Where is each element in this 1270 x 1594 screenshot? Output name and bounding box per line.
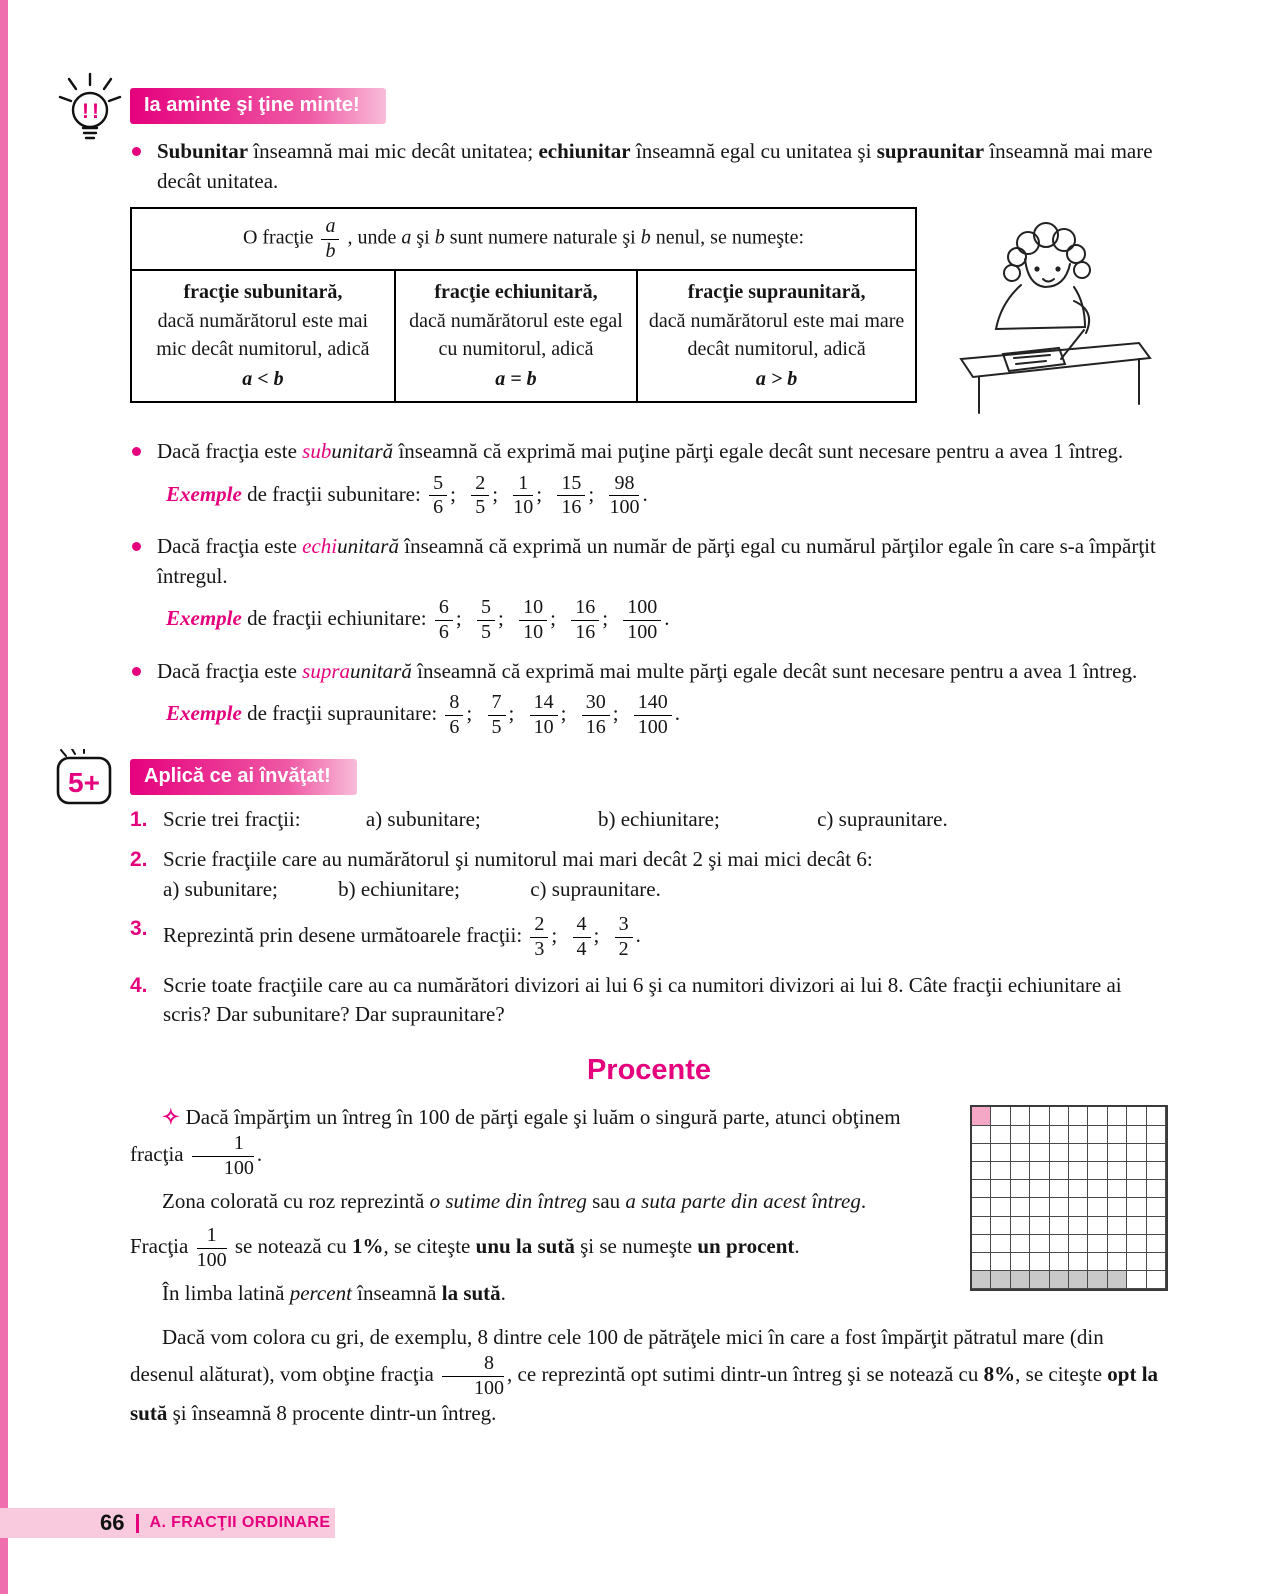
grid-cell	[1147, 1253, 1166, 1271]
procente-title: Procente	[586, 1054, 712, 1087]
grid-cell	[1127, 1180, 1146, 1198]
fraction-8-100: $\frac{8}{100}$	[442, 1353, 504, 1399]
grid-cell	[1127, 1162, 1146, 1180]
echiunitare-fraction-list: $\frac{6}{6}$ ; $\frac{5}{5}$ ; $\frac{10}{10}$ ; $\frac{16}{16}$ ; $\frac{100}{100}$ .	[432, 606, 677, 630]
grid-cell	[991, 1162, 1010, 1180]
grid-cell	[1127, 1107, 1146, 1125]
fraction: $\frac{5}{6}$	[429, 473, 447, 519]
grid-cell	[1108, 1217, 1127, 1235]
grid-cell	[972, 1126, 991, 1144]
highlight-echi: echi	[302, 533, 338, 558]
grid-cell	[1011, 1180, 1030, 1198]
grid-cell	[1069, 1180, 1088, 1198]
fraction: $\frac{8}{6}$	[445, 692, 463, 738]
grid-cell	[1147, 1180, 1166, 1198]
exercise-3: 3. Reprezintă prin desene următoarele fracţii: $\frac{2}{3}$ ; $\frac{4}{4}$ ; $\frac{3}{2}$ .	[130, 914, 1168, 960]
cell-fractie-subunitara: fracţie subunitară, dacă numărătorul este mai mic decât numitorul, adică a < b	[131, 270, 395, 402]
procente-paragraph-4: În limba latină percent înseamnă la sută.	[162, 1281, 506, 1306]
grid-cell	[972, 1180, 991, 1198]
grid-cell	[1030, 1126, 1049, 1144]
grid-cell	[972, 1253, 991, 1271]
fraction: $\frac{2}{5}$	[471, 473, 489, 519]
grid-cell	[1108, 1198, 1127, 1216]
fraction: $\frac{3}{2}$	[615, 914, 633, 960]
grid-cell	[1011, 1235, 1030, 1253]
grid-cell	[1108, 1126, 1127, 1144]
page-number: 66	[100, 1510, 125, 1535]
apply-badge: Aplică ce ai învăţat!	[130, 759, 357, 795]
grid-cell	[1030, 1217, 1049, 1235]
grid-cell	[1030, 1198, 1049, 1216]
term-subunitar: Subunitar	[157, 139, 249, 164]
grid-cell	[1030, 1253, 1049, 1271]
examples-subunitare: Exemple de fracţii subunitare: $\frac{5}{6}$ ; $\frac{2}{5}$ ; $\frac{1}{10}$ ; $\frac{15}{16}$ ; $\frac{98}{100}$ .	[166, 473, 1168, 519]
chapter-label: A. FRACŢII ORDINARE	[149, 1514, 331, 1531]
exemple-label: Exemple	[166, 606, 242, 631]
cell-fractie-echiunitara: fracţie echiunitară, dacă numărătorul este egal cu numitorul, adică a = b	[395, 270, 637, 402]
exercise-number: 1.	[130, 808, 148, 832]
grid-cell	[1147, 1162, 1166, 1180]
grid-cell	[1147, 1217, 1166, 1235]
procente-paragraph-1: ✧ Dacă împărţim un întreg în 100 de părţi egale şi luăm o singură parte, atunci obţinem fracţia $\frac{1}{100}$ .	[130, 1105, 901, 1179]
grid-cell	[1108, 1271, 1127, 1289]
grid-cell	[972, 1198, 991, 1216]
fraction-a-over-b: $\frac{a}{b}$	[321, 216, 339, 262]
exercise-1: 1. Scrie trei fracţii: a) subunitare; b) echiunitare; c) supraunitare.	[130, 805, 1168, 835]
grid-cell	[1011, 1126, 1030, 1144]
bullet-icon	[132, 147, 141, 156]
grid-cell	[1147, 1107, 1166, 1125]
exemple-label: Exemple	[166, 481, 242, 506]
grid-cell	[972, 1107, 991, 1125]
exercise-number: 2.	[130, 847, 148, 871]
grid-cell	[972, 1235, 991, 1253]
fraction: $\frac{2}{3}$	[530, 914, 548, 960]
fraction: $\frac{6}{6}$	[435, 597, 453, 643]
definition-subunitara: Dacă fracţia este subunitară înseamnă că exprimă mai puţine părţi egale decât sunt necesare pentru a avea 1 întreg.	[130, 437, 1168, 467]
grid-cell	[972, 1162, 991, 1180]
grid-cell	[991, 1235, 1010, 1253]
grid-cell	[1127, 1198, 1146, 1216]
grid-cell	[1088, 1271, 1107, 1289]
grid-cell	[1011, 1217, 1030, 1235]
fraction: $\frac{140}{100}$	[634, 692, 672, 738]
exercise-number: 3.	[130, 917, 148, 941]
grid-cell	[1069, 1235, 1088, 1253]
fraction: $\frac{5}{5}$	[477, 597, 495, 643]
grid-cell	[1088, 1144, 1107, 1162]
grid-cell	[1147, 1144, 1166, 1162]
grid-cell	[1069, 1271, 1088, 1289]
fraction-1-100: $\frac{1}{100}$	[196, 1224, 227, 1271]
svg-text:5+: 5+	[68, 766, 100, 798]
grid-cell	[1050, 1253, 1069, 1271]
exercise-2: 2. Scrie fracţiile care au numărătorul şi numitorul mai mari decât 2 şi mai mici decât 6: a) subunitare; b) echiunitare; c) supraunitare.	[130, 846, 873, 901]
grid-cell	[1069, 1217, 1088, 1235]
grid-cell	[991, 1198, 1010, 1216]
grid-cell	[1127, 1217, 1146, 1235]
girl-writing-illustration	[933, 207, 1168, 424]
svg-text:!: !	[92, 100, 99, 123]
grid-cell	[1088, 1235, 1107, 1253]
fraction: $\frac{1}{10}$	[513, 471, 534, 519]
remember-badge: Ia aminte şi ţine minte!	[130, 88, 386, 124]
grid-cell	[1050, 1126, 1069, 1144]
grid-cell	[1050, 1217, 1069, 1235]
five-plus-icon	[54, 749, 114, 816]
subunitare-fraction-list: $\frac{5}{6}$ ; $\frac{2}{5}$ ; $\frac{1}{10}$ ; $\frac{15}{16}$ ; $\frac{98}{100}$ .	[426, 482, 655, 506]
apply-section	[68, 759, 1168, 1031]
term-supraunitar: supraunitar	[876, 139, 985, 164]
grid-cell	[1127, 1235, 1146, 1253]
grid-cell	[1147, 1271, 1166, 1289]
grid-cell	[1088, 1253, 1107, 1271]
fraction: $\frac{15}{16}$	[557, 473, 585, 519]
bullet-icon	[132, 542, 141, 551]
cell-fractie-supraunitara: fracţie supraunitară, dacă numărătorul este mai mare decât numitorul, adică a > b	[637, 270, 916, 402]
grid-cell	[1088, 1198, 1107, 1216]
term-echiunitar: echiunitar	[538, 139, 631, 164]
grid-cell	[1108, 1253, 1127, 1271]
procente-paragraph-3: Fracţia $\frac{1}{100}$ se notează cu 1%, se citeşte unu la sută şi se numeşte un procent.	[130, 1224, 800, 1271]
grid-cell	[1069, 1253, 1088, 1271]
examples-echiunitare: Exemple de fracţii echiunitare: $\frac{6}{6}$ ; $\frac{5}{5}$ ; $\frac{10}{10}$ ; $\frac{16}{16}$ ; $\frac{100}{100}$ .	[166, 597, 1168, 643]
procente-section	[130, 1050, 1168, 1429]
bullet-icon	[132, 447, 141, 456]
grid-cell	[991, 1253, 1010, 1271]
page-footer	[0, 1508, 335, 1538]
grid-cell	[972, 1217, 991, 1235]
grid-cell	[1127, 1126, 1146, 1144]
grid-cell	[991, 1126, 1010, 1144]
grid-cell	[1088, 1162, 1107, 1180]
fraction: $\frac{4}{4}$	[573, 914, 591, 960]
diamond-star-icon: ✧	[162, 1105, 180, 1130]
grid-cell	[1050, 1107, 1069, 1125]
fraction: $\frac{7}{5}$	[488, 692, 506, 738]
examples-supraunitare: Exemple de fracţii supraunitare: $\frac{8}{6}$ ; $\frac{7}{5}$ ; $\frac{14}{10}$ ; $\frac{30}{16}$ ; $\frac{140}{100}$ .	[166, 692, 1168, 738]
grid-cell	[1069, 1144, 1088, 1162]
grid-cell	[1030, 1144, 1049, 1162]
procente-paragraph-2: Zona colorată cu roz reprezintă o sutime din întreg sau a suta parte din acest întreg.	[162, 1189, 867, 1214]
grid-cell	[1050, 1180, 1069, 1198]
grid-cell	[1011, 1253, 1030, 1271]
grid-cell	[1088, 1107, 1107, 1125]
grid-cell	[1069, 1162, 1088, 1180]
grid-cell	[1069, 1107, 1088, 1125]
grid-cell	[1088, 1217, 1107, 1235]
grid-cell	[1030, 1180, 1049, 1198]
fraction-1-100: $\frac{1}{100}$	[192, 1133, 254, 1179]
procente-paragraph-5: Dacă vom colora cu gri, de exemplu, 8 dintre cele 100 de pătrăţele mici în care a fost împărţit pătratul mare (din desenul alăturat), vom obţine fracţia $\frac{8}{100}$ , ce reprezintă opt sutimi dintr-un întreg şi se notează cu 8%, se citeşte opt la sută şi înseamnă 8 procente dintr-un întreg.	[130, 1325, 1159, 1426]
grid-cell	[1127, 1271, 1146, 1289]
left-accent-stripe	[0, 0, 8, 1594]
exemple-label: Exemple	[166, 701, 242, 726]
exercise-4: 4. Scrie toate fracţiile care au ca numărători divizori ai lui 6 şi ca numitori divizori ai lui 8. Câte fracţii echiunitare ai scris? Dar subunitare? Dar supraunitare?	[130, 972, 1122, 1027]
grid-cell	[1108, 1162, 1127, 1180]
grid-cell	[991, 1217, 1010, 1235]
hundred-grid	[970, 1105, 1168, 1291]
grid-cell	[1050, 1271, 1069, 1289]
grid-cell	[1127, 1253, 1146, 1271]
grid-cell	[1127, 1144, 1146, 1162]
definition-echiunitara: Dacă fracţia este echiunitară înseamnă că exprimă un număr de părţi egal cu numărul părţilor egale în care s-a împărţit întregul.	[130, 532, 1168, 592]
fraction: $\frac{14}{10}$	[530, 692, 558, 738]
grid-cell	[1011, 1107, 1030, 1125]
grid-cell	[1147, 1198, 1166, 1216]
highlight-sub: sub	[302, 438, 332, 463]
fraction: $\frac{16}{16}$	[571, 597, 599, 643]
fraction: $\frac{10}{10}$	[519, 597, 547, 643]
grid-cell	[972, 1144, 991, 1162]
grid-cell	[972, 1271, 991, 1289]
grid-cell	[1050, 1162, 1069, 1180]
grid-cell	[991, 1271, 1010, 1289]
grid-cell	[1147, 1235, 1166, 1253]
definition-supraunitara: Dacă fracţia este supraunitară înseamnă că exprimă mai multe părţi egale decât sunt necesare pentru a avea 1 întreg.	[130, 657, 1168, 687]
grid-cell	[991, 1180, 1010, 1198]
remember-section	[82, 88, 1168, 739]
highlight-supra: supra	[302, 658, 351, 683]
footer-divider	[136, 1514, 139, 1533]
grid-cell	[1011, 1198, 1030, 1216]
grid-cell	[1069, 1198, 1088, 1216]
grid-cell	[1011, 1271, 1030, 1289]
svg-text:!: !	[82, 100, 89, 123]
definition-unitar-terms: Subunitar înseamnă mai mic decât unitatea; echiunitar înseamnă egal cu unitatea şi supraunitar înseamnă mai mare decât unitatea.	[130, 137, 1168, 197]
grid-cell	[1030, 1271, 1049, 1289]
table-header-cell: O fracţie $\frac{a}{b}$ , unde a şi b sunt numere naturale şi b nenul, se numeşte:	[131, 208, 916, 270]
grid-cell	[1011, 1162, 1030, 1180]
fraction: $\frac{98}{100}$	[609, 471, 640, 519]
grid-cell	[991, 1107, 1010, 1125]
grid-cell	[1108, 1144, 1127, 1162]
grid-cell	[1108, 1180, 1127, 1198]
grid-cell	[1030, 1235, 1049, 1253]
lightbulb-icon	[52, 68, 126, 153]
grid-cell	[991, 1144, 1010, 1162]
fraction: $\frac{30}{16}$	[582, 692, 610, 738]
supraunitare-fraction-list: $\frac{8}{6}$ ; $\frac{7}{5}$ ; $\frac{14}{10}$ ; $\frac{30}{16}$ ; $\frac{140}{100}$ .	[442, 701, 687, 725]
grid-cell	[1108, 1107, 1127, 1125]
grid-cell	[1050, 1235, 1069, 1253]
grid-cell	[1088, 1126, 1107, 1144]
exercise-number: 4.	[130, 973, 148, 997]
fraction-types-table	[130, 207, 917, 403]
grid-cell	[1108, 1235, 1127, 1253]
fraction: $\frac{100}{100}$	[623, 597, 661, 643]
grid-cell	[1050, 1198, 1069, 1216]
grid-cell	[1088, 1180, 1107, 1198]
grid-cell	[1050, 1144, 1069, 1162]
bullet-icon	[132, 667, 141, 676]
grid-cell	[1030, 1107, 1049, 1125]
grid-cell	[1030, 1162, 1049, 1180]
grid-cell	[1011, 1144, 1030, 1162]
grid-cell	[1069, 1126, 1088, 1144]
grid-cell	[1147, 1126, 1166, 1144]
exercise3-fraction-list: $\frac{2}{3}$ ; $\frac{4}{4}$ ; $\frac{3}{2}$ .	[527, 923, 647, 947]
